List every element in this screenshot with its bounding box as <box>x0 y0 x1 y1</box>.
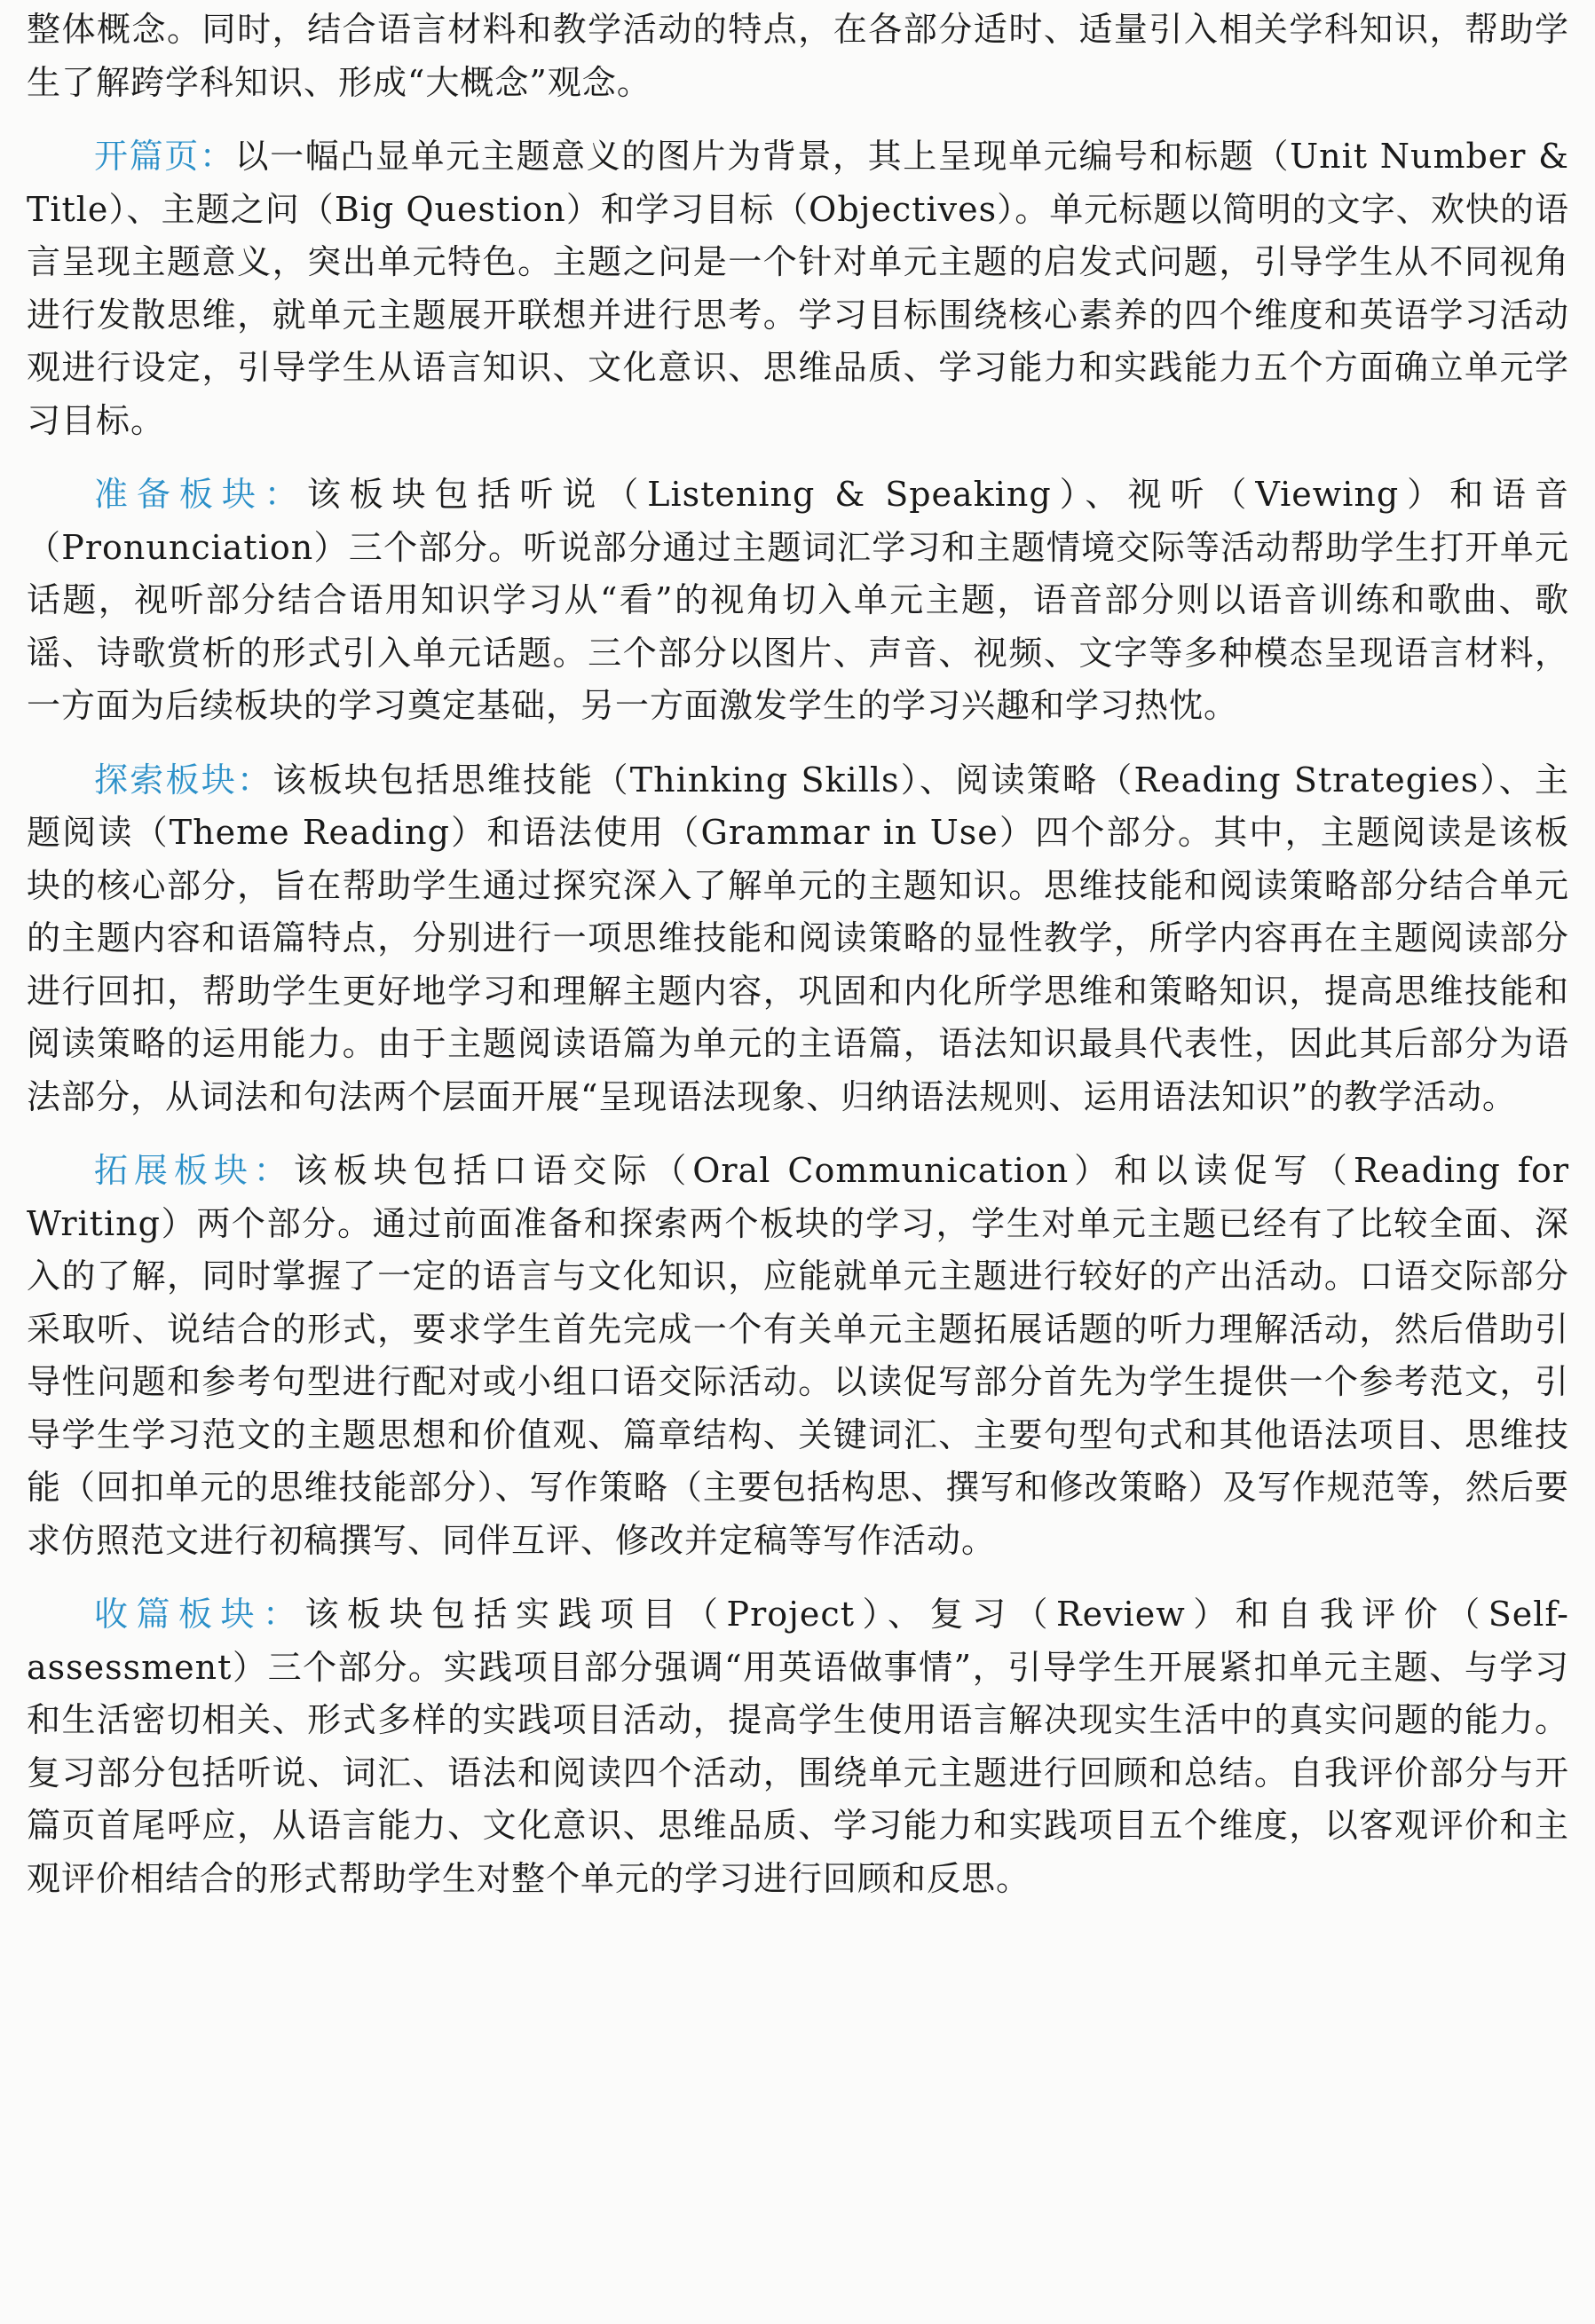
paragraph-text: 以一幅凸显单元主题意义的图片为背景，其上呈现单元编号和标题（Unit Number & Title）、主题之问（Big Question）和学习目标（Objectives）。单元标题以简明的文字、欢快的语言呈现主题意义，突出单元特色。主题之问是一个针对单元主题的启发式问题，引导学生从不同视角进行发散思维，就单元主题展开联想并进行思考。学习目标围绕核心素养的四个维度和英语学习活动观进行设定，引导学生从语言知识、文化意识、思维品质、学习能力和实践能力五个方面确立单元学习目标。 <box>27 137 1569 440</box>
section-heading: 收篇板块： <box>94 1595 305 1634</box>
paragraph-text: 该板块包括听说（Listening & Speaking）、视听（Viewing）和语音（Pronunciation）三个部分。听说部分通过主题词汇学习和主题情境交际等活动帮助学生打开单元话题，视听部分结合语用知识学习从“看”的视角切入单元主题，语音部分则以语音训练和歌曲、歌谣、诗歌赏析的形式引入单元话题。三个部分以图片、声音、视频、文字等多种模态呈现语言材料，一方面为后续板块的学习奠定基础，另一方面激发学生的学习兴趣和学习热忱。 <box>27 475 1569 725</box>
paragraph-opening-page <box>27 130 1569 447</box>
section-heading: 探索板块： <box>94 760 273 800</box>
paragraph-closing-section <box>27 1588 1569 1905</box>
paragraph-text: 该板块包括思维技能（Thinking Skills）、阅读策略（Reading Strategies）、主题阅读（Theme Reading）和语法使用（Grammar in Use）四个部分。其中，主题阅读是该板块的核心部分，旨在帮助学生通过探究深入了解单元的主题知识。思维技能和阅读策略部分结合单元的主题内容和语篇特点，分别进行一项思维技能和阅读策略的显性教学，所学内容再在主题阅读部分进行回扣，帮助学生更好地学习和理解主题内容，巩固和内化所学思维和策略知识，提高思维技能和阅读策略的运用能力。由于主题阅读语篇为单元的主语篇，语法知识最具代表性，因此其后部分为语法部分，从词法和句法两个层面开展“呈现语法现象、归纳语法规则、运用语法知识”的教学活动。 <box>27 760 1569 1116</box>
section-heading: 开篇页： <box>94 137 235 176</box>
paragraph-text: 该板块包括口语交际（Oral Communication）和以读促写（Reading for Writing）两个部分。通过前面准备和探索两个板块的学习，学生对单元主题已经有了比较全面、深入的了解，同时掌握了一定的语言与文化知识，应能就单元主题进行较好的产出活动。口语交际部分采取听、说结合的形式，要求学生首先完成一个有关单元主题拓展话题的听力理解活动，然后借助引导性问题和参考句型进行配对或小组口语交际活动。以读促写部分首先为学生提供一个参考范文，引导学生学习范文的主题思想和价值观、篇章结构、关键词汇、主要句型句式和其他语法项目、思维技能（回扣单元的思维技能部分）、写作策略（主要包括构思、撰写和修改策略）及写作规范等，然后要求仿照范文进行初稿撰写、同伴互评、修改并定稿等写作活动。 <box>27 1151 1569 1560</box>
paragraph-preparation-section <box>27 469 1569 733</box>
paragraph-exploration-section <box>27 754 1569 1124</box>
paragraph-intro <box>27 4 1569 109</box>
section-heading: 准备板块： <box>94 475 307 514</box>
document-page <box>27 4 1569 1926</box>
paragraph-text: 整体概念。同时，结合语言材料和教学活动的特点，在各部分适时、适量引入相关学科知识，帮助学生了解跨学科知识、形成“大概念”观念。 <box>27 10 1569 102</box>
paragraph-extension-section <box>27 1145 1569 1567</box>
section-heading: 拓展板块： <box>94 1151 294 1190</box>
paragraph-text: 该板块包括实践项目（Project）、复习（Review）和自我评价（Self-assessment）三个部分。实践项目部分强调“用英语做事情”，引导学生开展紧扣单元主题、与学习和生活密切相关、形式多样的实践项目活动，提高学生使用语言解决现实生活中的真实问题的能力。复习部分包括听说、词汇、语法和阅读四个活动，围绕单元主题进行回顾和总结。自我评价部分与开篇页首尾呼应，从语言能力、文化意识、思维品质、学习能力和实践项目五个维度，以客观评价和主观评价相结合的形式帮助学生对整个单元的学习进行回顾和反思。 <box>27 1595 1569 1898</box>
